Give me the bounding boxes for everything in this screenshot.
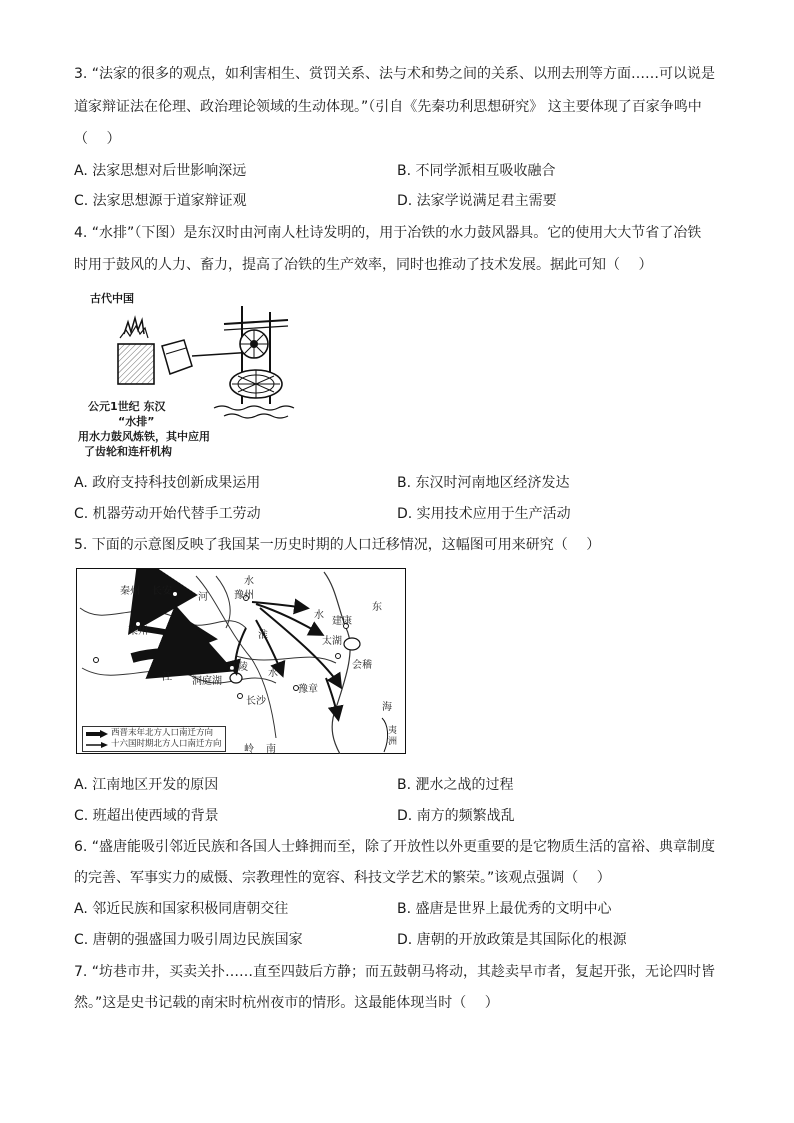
q4-option-d: D. 实用技术应用于生产活动 [397,506,571,522]
legend-row-shiliuguo [86,739,222,750]
q3-stem-line-2: 道家辩证法在伦理、政治理论领域的生动体现。”（引自《先秦功利思想研究》 这主要体现了百家争鸣中 [74,99,702,115]
migration-map [76,568,406,754]
map-label-changsha: 长沙 [246,696,266,707]
figure-caption-line-2: “水排” [118,415,155,428]
q4-option-a: A. 政府支持科技创新成果运用 [74,475,261,491]
q3-option-c: C. 法家思想源于道家辩证观 [74,193,247,209]
water-bellows-figure [74,284,304,464]
figure-caption-line-1: 公元1世纪 东汉 [88,400,166,413]
q5-option-b: B. 淝水之战的过程 [397,777,514,793]
map-label-ling: 岭 [244,744,254,755]
map-label-liangzhou: 梁州 [128,626,148,637]
q6-stem-line-1: 6. “盛唐能吸引邻近民族和各国人士蜂拥而至，除了开放性以外更重要的是它物质生活的富裕、典章制度 [74,839,716,855]
q3-option-a: A. 法家思想对后世影响深远 [74,163,247,179]
q6-stem-line-2: 的完善、军事实力的威慑、宗教理性的宽容、科技文学艺术的繁荣。”该观点强调（ ） [74,870,611,886]
q5-option-d: D. 南方的频繁战乱 [397,808,515,824]
q5-stem-line-1: 5. 下面的示意图反映了我国某一历史时期的人口迁移情况，这幅图可用来研究（ ） [74,537,601,553]
map-label-jiangling: 江陵 [228,662,248,673]
q6-option-d: D. 唐朝的开放政策是其国际化的根源 [397,932,627,948]
q4-stem-line-1: 4. “水排”（下图）是东汉时由河南人杜诗发明的，用于冶铁的水力鼓风器具。它的使用大大节省了冶铁 [74,225,702,241]
map-label-yuzhang: 豫章 [298,684,318,695]
thin-arrow-icon [86,741,108,749]
q3-stem-line-1: 3. “法家的很多的观点，如利害相生、赏罚关系、法与术和势之间的关系、以刑去刑等方面……可以说是 [74,66,716,82]
map-label-hai: 海 [382,702,392,713]
map-legend [82,726,226,752]
map-label-qinzhou: 秦州 [120,586,140,597]
figure-title: 古代中国 [90,292,134,305]
q4-option-b: B. 东汉时河南地区经济发达 [397,475,570,491]
q4-option-c: C. 机器劳动开始代替手工劳动 [74,506,261,522]
map-label-kuaiji: 会稽 [352,660,372,671]
legend-xijin-label: 西晋末年北方人口南迁方向 [111,728,214,738]
map-label-taihu: 太湖 [322,636,342,647]
map-label-shui-1: 水 [244,576,254,587]
map-label-shui-3: 水 [268,668,278,679]
q7-stem-line-2: 然。”这是史书记载的南宋时杭州夜市的情形。这最能体现当时（ ） [74,995,499,1011]
map-label-dongtinghu: 洞庭湖 [192,676,222,687]
q5-option-c: C. 班超出使西域的背景 [74,808,219,824]
q3-option-d: D. 法家学说满足君主需要 [397,193,557,209]
q3-stem-line-3: （ ） [74,131,121,147]
figure-caption-line-3: 用水力鼓风炼铁，其中应用 [78,430,210,443]
q3-option-b: B. 不同学派相互吸收融合 [397,163,556,179]
map-label-shui-2: 水 [314,610,324,621]
legend-row-xijin [86,728,222,739]
q4-stem-line-2: 时用于鼓风的人力、畜力，提高了冶铁的生产效率，同时也推动了技术发展。据此可知（ ） [74,257,653,273]
q6-option-c: C. 唐朝的强盛国力吸引周边民族国家 [74,932,303,948]
legend-shiliuguo-label: 十六国时期北方人口南迁方向 [111,739,222,749]
thick-arrow-icon [86,730,108,738]
figure-caption-line-4: 了齿轮和连杆机构 [84,445,172,458]
map-label-changan: 长安 [152,586,172,597]
q7-stem-line-1: 7. “坊巷市井，买卖关扑……直至四鼓后方静；而五鼓朝马将动，其趁卖早市者，复起开张，无论四时皆 [74,964,716,980]
map-label-yuzhou: 豫州 [234,590,254,601]
map-label-huai: 淮 [258,630,268,641]
q6-option-a: A. 邻近民族和国家积极同唐朝交往 [74,901,289,917]
map-label-nan: 南 [266,744,276,755]
map-label-jiankang: 建康 [332,616,352,627]
map-label-yizhou: 夷洲 [388,726,398,747]
map-label-jiang: 江 [162,672,172,683]
q6-option-b: B. 盛唐是世界上最优秀的文明中心 [397,901,612,917]
map-label-he: 河 [198,592,208,603]
q5-option-a: A. 江南地区开发的原因 [74,777,219,793]
map-label-dong: 东 [372,602,382,613]
